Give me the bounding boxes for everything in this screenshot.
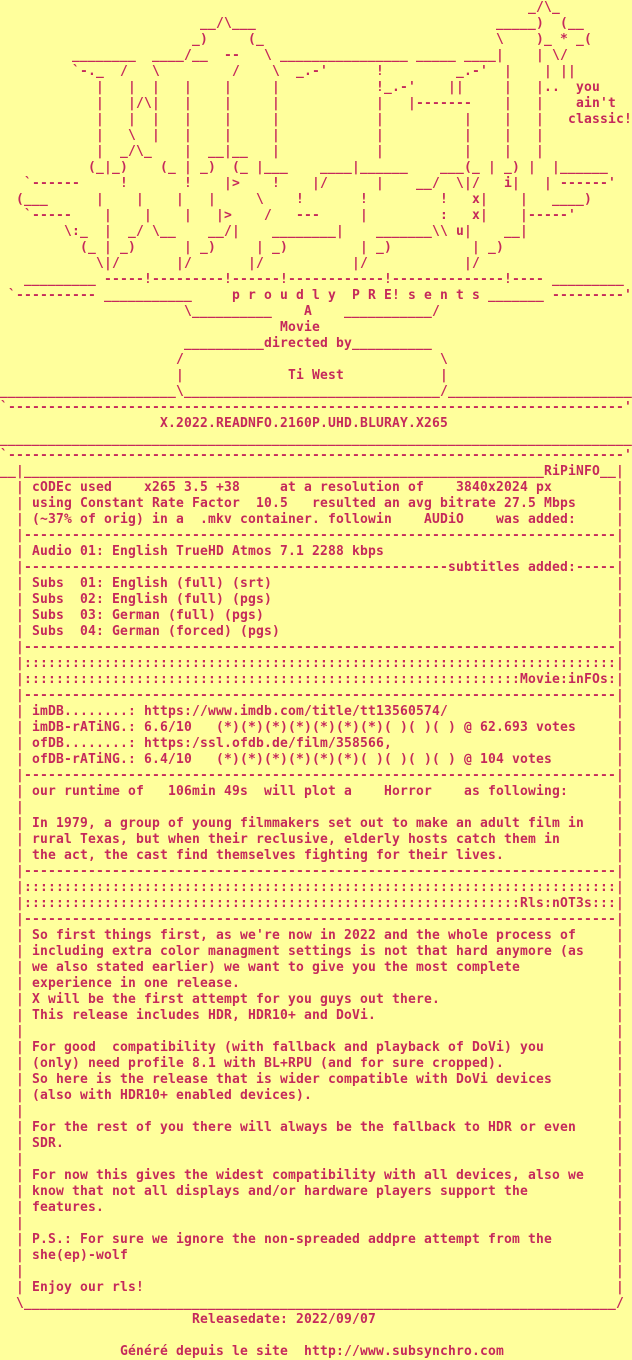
nfo-text: _/\_ __/\___ _____) (__ _) (_ \ )_ * _( ________ ____/__ -- \ ________________ _____ ____| | \/ `-._ / \ / \ _.-' ! _.-' | | || | | | | | | !_.-' || | |.. you | |/\| | | | | |------- | | ain't | | | | | | | | | | classic! | \ | | | | | | | | | _/\_ | __|__ | | | | | (_|_) (_ | _) (_ |___ ____|______ ___(_ | _) | |______ `------ ! ! |> ! |/ | __/ \|/ i| | ------' (___ | | | | \ ! ! ! x| | ____) `----- | | | |> / --- | : x| |-----' \:_ | _/ \__ __/| ________| _______\\ u| __| (_ | _) | _) | _) | _) | _) \|/ |/ |/ |/ |/ _________ -----!---------!------!------------!--------------!---- _________ `---------- ___________ p r o u d l y P R E! s e n t s _______ ---------' \__________ A ___________/ Movie __________directed by__________ / \ | Ti West | ______________________\________________________________/_______________________ `-----------------------------------------------------------------------------' X.2022.READNFO.2160P.UHD.BLURAY.X265 _______________________________________________________________________________ `-----------------------------------------------------------------------------' __|_________________________________________________________________RiPiNFO__| | cODEc used x265 3.5 +38 at a resolution of 3840x2024 px | | using Constant Rate Factor 10.5 resulted an avg bitrate 27.5 Mbps | | (~37% of orig) in a .mkv container. followin AUDiO was added: | |--------------------------------------------------------------------------| | Audio 01: English TrueHD Atmos 7.1 2288 kbps | |-----------------------------------------------------subtitles added:-----| | Subs 01: English (full) (srt) | | Subs 02: English (full) (pgs) | | Subs 03: German (full) (pgs) | | Subs 04: German (forced) (pgs) | |--------------------------------------------------------------------------| |::::::::::::::::::::::::::::::::::::::::::::::::::::::::::::::::::::::::::| |::::::::::::::::::::::::::::::::::::::::::::::::::::::::::::::Movie:inFOs:| |--------------------------------------------------------------------------| | imDB........: https://www.imdb.com/title/tt13560574/ | | imDB-rATiNG.: 6.6/10 (*)(*)(*)(*)(*)(*)(*)( )( )( ) @ 62.693 votes | | ofDB........: https:/ssl.ofdb.de/film/358566, | | ofDB-rATiNG.: 6.4/10 (*)(*)(*)(*)(*)(*)( )( )( )( ) @ 104 votes | |--------------------------------------------------------------------------| | our runtime of 106min 49s will plot a Horror as following: | | | | In 1979, a group of young filmmakers set out to make an adult film in | | rural Texas, but when their reclusive, elderly hosts catch them in | | the act, the cast find themselves fighting for their lives. | |--------------------------------------------------------------------------| |::::::::::::::::::::::::::::::::::::::::::::::::::::::::::::::::::::::::::| |::::::::::::::::::::::::::::::::::::::::::::::::::::::::::::::Rls:nOT3s:::| |--------------------------------------------------------------------------| | So first things first, as we're now in 2022 and the whole process of | | including extra color managment settings is not that hard anymore (as | | we also stated earlier) we want to give you the most complete | | experience in one release. | | X will be the first attempt for you guys out there. | | This release includes HDR, HDR10+ and DoVi. | | | | For good compatibility (with fallback and playback of DoVi) you | | (only) need profile 8.1 with BL+RPU (and for sure cropped). | | So here is the release that is wider compatible with DoVi devices | | (also with HDR10+ enabled devices). | | | | For the rest of you there will always be the fallback to HDR or even | | SDR. | | | | For now this gives the widest compatibility with all devices, also we | | know that not all displays and/or hardware players support the | | features. | | | | P.S.: For sure we ignore the non-spreaded addpre attempt from the | | she(ep)-wolf | | | | Enjoy our rls! | \__________________________________________________________________________/ Releasedate: 2022/09/07 Généré depuis le site http://www.subsynchro.com xyxy=(0,0,632,1359)
